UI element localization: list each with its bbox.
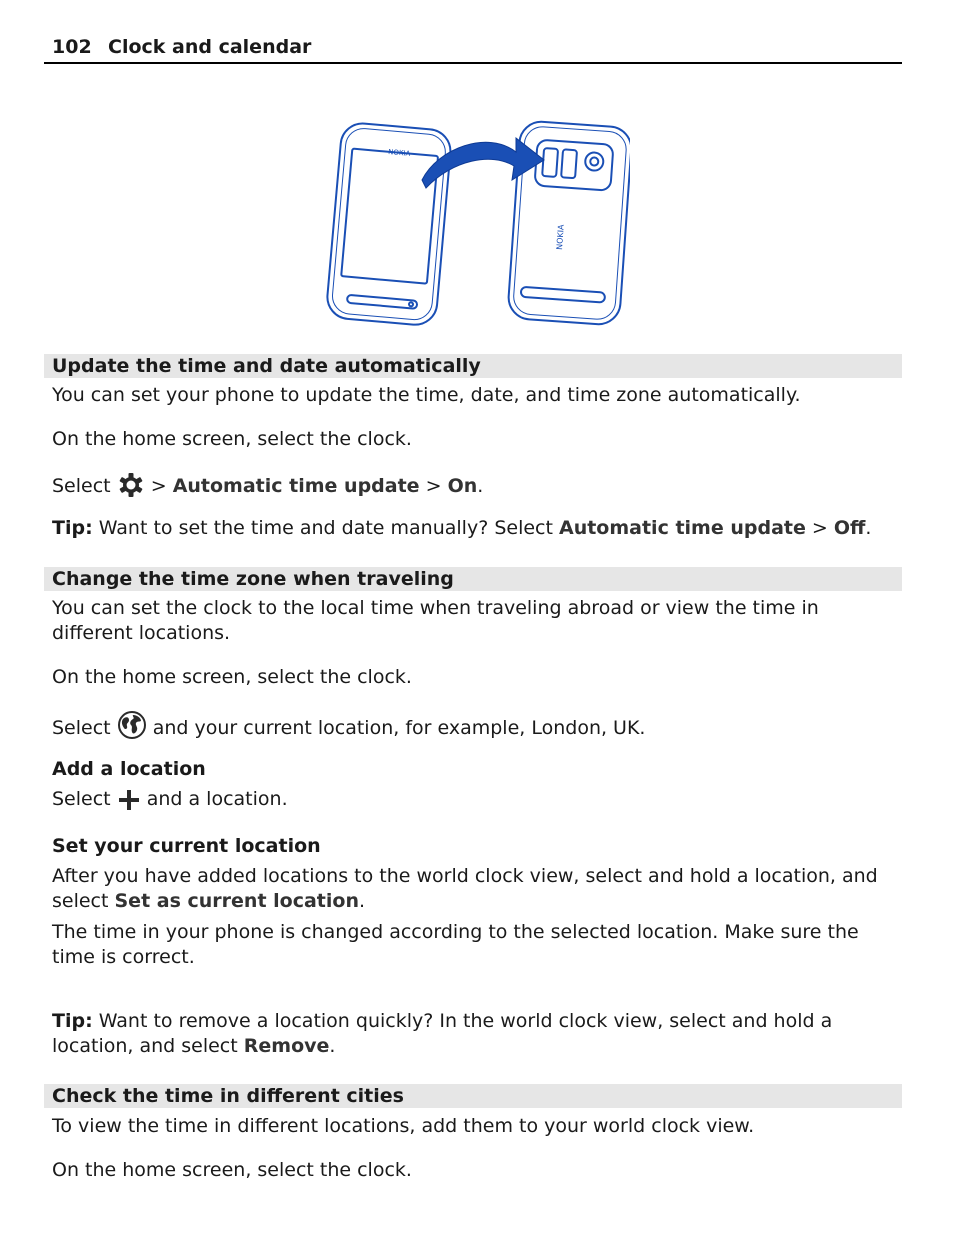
section-heading-update-time xyxy=(44,354,902,378)
select-word: Select xyxy=(52,788,111,810)
plus-icon xyxy=(117,787,141,811)
select-rest: and your current location, for example, London, UK. xyxy=(152,717,646,739)
menu-separator: > xyxy=(150,475,167,497)
paragraph-add-location xyxy=(52,787,902,812)
period: . xyxy=(329,1035,336,1057)
paragraph-set-location xyxy=(52,864,902,914)
subheading-set-location: Set your current location xyxy=(52,835,321,857)
section-heading-different-cities xyxy=(44,1084,902,1108)
paragraph-timezone-intro: You can set the clock to the local time when traveling abroad or view the time in different locations. xyxy=(52,597,819,644)
period: . xyxy=(358,890,366,912)
back-brand-text: NOKIA xyxy=(555,224,566,251)
tip-update xyxy=(52,516,902,541)
select-word: Select xyxy=(52,475,111,497)
automatic-time-update-label: Automatic time update xyxy=(172,475,420,497)
section-heading-text: Change the time zone when traveling xyxy=(52,568,454,590)
page-header xyxy=(44,36,902,64)
tip-text: Want to set the time and date manually? Select xyxy=(98,517,553,539)
set-as-current-location-label: Set as current location xyxy=(114,890,359,912)
paragraph-cities-intro: To view the time in different locations, add them to your world clock view. xyxy=(52,1115,755,1137)
chapter-title: Clock and calendar xyxy=(108,36,312,58)
paragraph-update-select xyxy=(52,472,902,499)
on-option-label: On xyxy=(447,475,478,497)
set-text: After you have added locations to the world clock view, select and hold a location, and select xyxy=(52,865,878,912)
section-heading-text: Update the time and date automatically xyxy=(52,355,481,377)
automatic-time-update-label: Automatic time update xyxy=(558,517,806,539)
page-number: 102 xyxy=(52,36,92,58)
period: . xyxy=(477,475,484,497)
phone-flip-drawing xyxy=(318,118,630,330)
section-heading-text: Check the time in different cities xyxy=(52,1085,404,1107)
tip-label: Tip: xyxy=(52,1010,93,1032)
section-heading-time-zone xyxy=(44,567,902,591)
tip-text: Want to remove a location quickly? In the world clock view, select and hold a location, and select xyxy=(52,1010,833,1057)
menu-separator: > xyxy=(811,517,828,539)
gear-icon xyxy=(117,472,145,498)
phone-cover-illustration xyxy=(318,118,630,330)
globe-icon xyxy=(117,710,147,740)
menu-separator: > xyxy=(425,475,442,497)
add-rest: and a location. xyxy=(146,788,288,810)
period: . xyxy=(865,517,872,539)
remove-option-label: Remove xyxy=(243,1035,330,1057)
paragraph-update-home: On the home screen, select the clock. xyxy=(52,428,412,450)
tip-remove-location xyxy=(52,1009,902,1059)
subheading-add-location: Add a location xyxy=(52,758,206,780)
paragraph-timezone-home: On the home screen, select the clock. xyxy=(52,666,412,688)
off-option-label: Off xyxy=(833,517,866,539)
paragraph-update-intro: You can set your phone to update the time, date, and time zone automatically. xyxy=(52,384,801,406)
front-brand-text: NOKIA xyxy=(387,148,411,158)
select-word: Select xyxy=(52,717,111,739)
flip-arrow-icon xyxy=(422,138,544,188)
tip-label: Tip: xyxy=(52,517,93,539)
paragraph-timezone-select xyxy=(52,710,902,741)
paragraph-cities-home: On the home screen, select the clock. xyxy=(52,1159,412,1181)
paragraph-time-changed: The time in your phone is changed according to the selected location. Make sure the time is correct. xyxy=(52,921,859,968)
